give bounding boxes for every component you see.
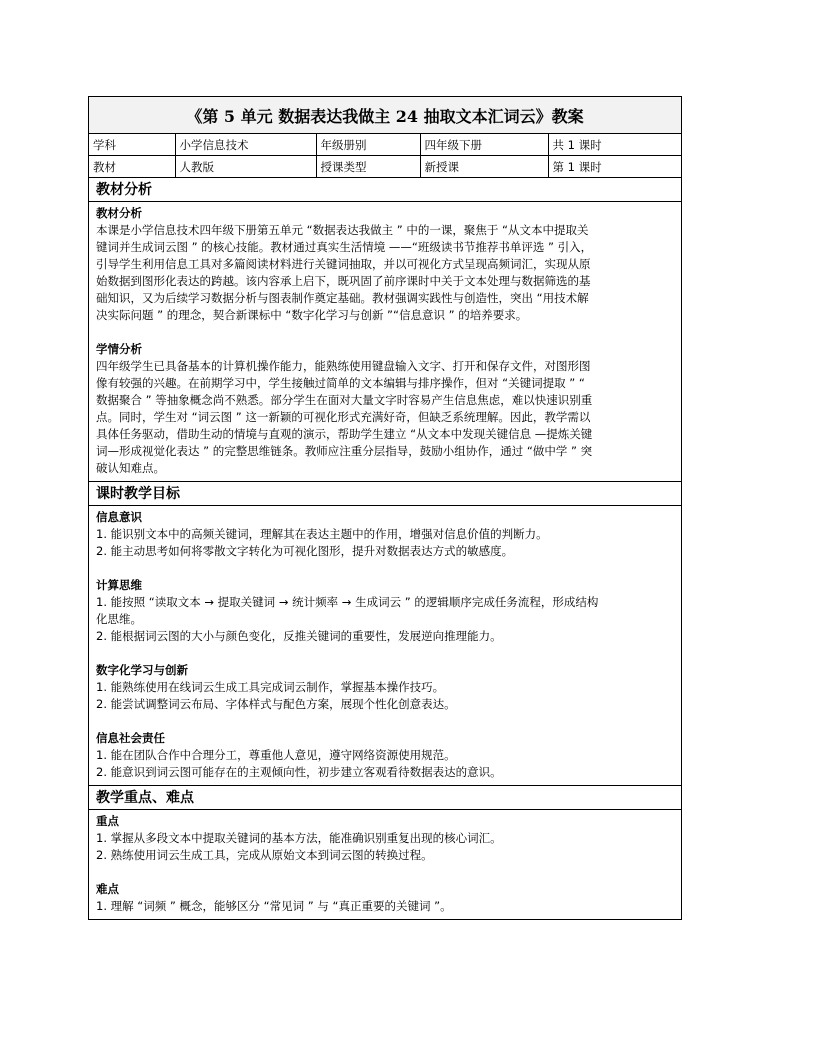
course-info-table	[89, 134, 681, 178]
section-heading-goals: 课时教学目标	[89, 482, 681, 506]
text-line: 引导学生利用信息工具对多篇阅读材料进行关键词抽取，并以可视化方式呈现高频词汇，实现从原	[96, 257, 591, 271]
section-heading-keypoints: 教学重点、难点	[89, 786, 681, 810]
section-heading-analysis: 教材分析	[89, 178, 681, 202]
subheading-computational-thinking: 计算思维	[96, 578, 142, 592]
text-line: 决实际问题 ” 的理念，契合新课标中 “数字化学习与创新 ”“信息意识 ” 的培养要求。	[96, 308, 528, 322]
subheading-social-responsibility: 信息社会责任	[96, 731, 165, 745]
section-body-keypoints	[89, 810, 681, 920]
text-line: 1. 理解 “词频 ” 概念，能够区分 “常见词 ” 与 “真正重要的关键词 ”。	[96, 899, 452, 913]
text-line: 四年级学生已具备基本的计算机操作能力，能熟练使用键盘输入文字、打开和保存文件，对图形图	[96, 359, 591, 373]
text-line: 2. 能意识到词云图可能存在的主观倾向性，初步建立客观看待数据表达的意识。	[96, 765, 502, 779]
text-line: 键词并生成词云图 ” 的核心技能。教材通过真实生活情境 ——“班级读书节推荐书单评选 ” 引入，	[96, 240, 593, 254]
text-line: 础知识，又为后续学习数据分析与图表制作奠定基础。教材强调实践性与创造性，突出 “用技术解	[96, 291, 589, 305]
section-body-analysis	[89, 202, 681, 482]
text-line: 像有较强的兴趣。在前期学习中，学生接触过简单的文本编辑与排序操作，但对 “关键词提取 ” “	[96, 376, 585, 390]
text-line: 数据聚合 ” 等抽象概念尚不熟悉。部分学生在面对大量文字时容易产生信息焦虑，难以快速识别重	[96, 393, 593, 407]
section-body-goals	[89, 506, 681, 786]
info-value-textbook: 人教版	[175, 156, 316, 178]
lesson-plan-sheet	[88, 96, 682, 920]
info-value-lesson-type: 新授课	[420, 156, 548, 178]
info-label-lesson-type: 授课类型	[316, 156, 420, 178]
info-value-lesson-number: 第 1 课时	[548, 156, 681, 178]
subheading-textbook: 教材分析	[96, 206, 142, 220]
info-value-total-hours: 共 1 课时	[548, 134, 681, 156]
info-label-textbook: 教材	[89, 156, 175, 178]
text-line: 1. 能在团队合作中合理分工，尊重他人意见，遵守网络资源使用规范。	[96, 748, 456, 762]
text-line: 1. 掌握从多段文本中提取关键词的基本方法，能准确识别重复出现的核心词汇。	[96, 831, 502, 845]
document-title: 《第 5 单元 数据表达我做主 24 抽取文本汇词云》教案	[89, 97, 681, 134]
info-value-grade: 四年级下册	[420, 134, 548, 156]
text-line: 1. 能按照 “读取文本 → 提取关键词 → 统计频率 → 生成词云 ” 的逻辑顺序完成任务流程，形成结构	[96, 595, 599, 609]
text-line: 本课是小学信息技术四年级下册第五单元 “数据表达我做主 ” 中的一课，聚焦于 “从文本中提取关	[96, 223, 589, 237]
info-value-subject: 小学信息技术	[175, 134, 316, 156]
text-line: 1. 能识别文本中的高频关键词，理解其在表达主题中的作用，增强对信息价值的判断力。	[96, 527, 548, 541]
info-row	[89, 134, 681, 156]
text-line: 词—形成视觉化表达 ” 的完整思维链条。教师应注重分层指导，鼓励小组协作，通过 “做中学 ” 突	[96, 444, 593, 458]
text-line: 具体任务驱动，借助生动的情境与直观的演示，帮助学生建立 “从文本中发现关键信息 —提炼关键	[96, 427, 593, 441]
text-line: 点。同时，学生对 “词云图 ” 这一新颖的可视化形式充满好奇，但缺乏系统理解。因此，教学需以	[96, 410, 591, 424]
subheading-key: 重点	[96, 814, 119, 828]
info-row	[89, 156, 681, 178]
info-label-grade: 年级册别	[316, 134, 420, 156]
subheading-difficulty: 难点	[96, 882, 119, 896]
subheading-info-awareness: 信息意识	[96, 510, 142, 524]
text-line: 始数据到图形化表达的跨越。该内容承上启下，既巩固了前序课时中关于文本处理与数据筛选的基	[96, 274, 591, 288]
text-line: 1. 能熟练使用在线词云生成工具完成词云制作，掌握基本操作技巧。	[96, 680, 445, 694]
subheading-students: 学情分析	[96, 342, 142, 356]
text-line: 破认知难点。	[96, 461, 165, 475]
text-line: 2. 能尝试调整词云布局、字体样式与配色方案，展现个性化创意表达。	[96, 697, 456, 711]
text-line: 化思维。	[96, 612, 142, 626]
subheading-digital-learning: 数字化学习与创新	[96, 663, 188, 677]
text-line: 2. 能主动思考如何将零散文字转化为可视化图形，提升对数据表达方式的敏感度。	[96, 544, 514, 558]
text-line: 2. 能根据词云图的大小与颜色变化，反推关键词的重要性，发展逆向推理能力。	[96, 629, 502, 643]
text-line: 2. 熟练使用词云生成工具，完成从原始文本到词云图的转换过程。	[96, 848, 433, 862]
info-label-subject: 学科	[89, 134, 175, 156]
